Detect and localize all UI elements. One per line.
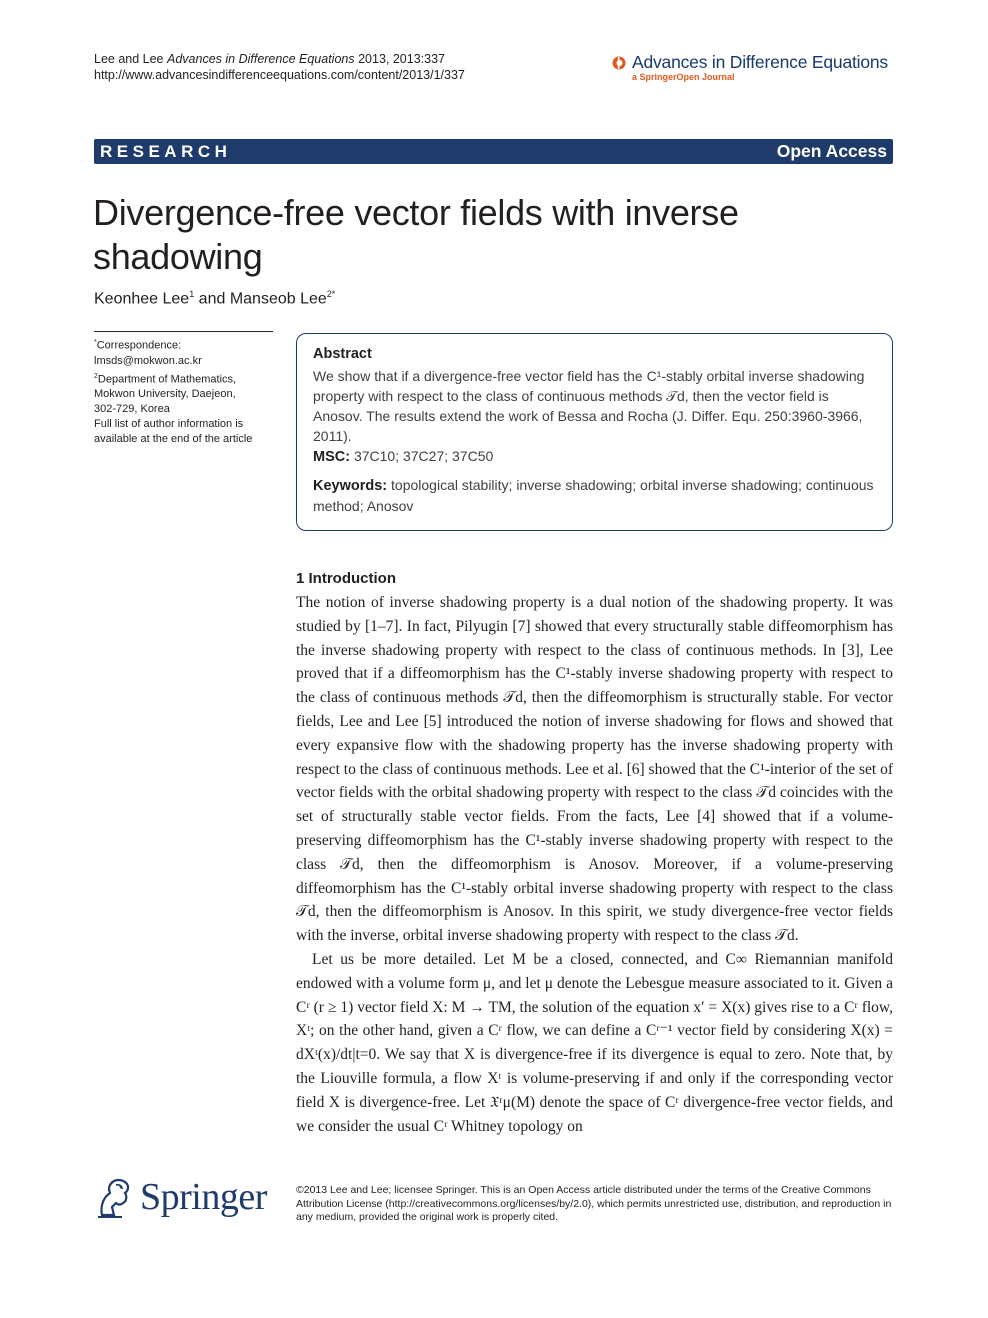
article-type: RESEARCH	[100, 141, 232, 161]
springer-wordmark: Springer	[140, 1176, 267, 1218]
springeropen-logo-icon	[612, 56, 626, 70]
article-title: Divergence-free vector fields with inverse shadowing	[93, 192, 739, 277]
abstract-box	[296, 333, 893, 531]
correspondence-email[interactable]: lmsds@mokwon.ac.kr	[94, 354, 202, 367]
journal-logo-title: Advances in Difference Equations	[632, 52, 888, 72]
citation-line: Lee and Lee Advances in Difference Equations 2013, 2013:337	[94, 52, 445, 66]
msc-line: MSC: 37C10; 37C27; 37C50	[313, 448, 494, 465]
body-paragraph: Let us be more detailed. Let M be a closed, connected, and C∞ Riemannian manifold endowed with a volume form μ, and let μ denote the Lebesgue measure associated to it. Given a Cʳ (r ≥ 1) vector field X: M → TM, the solution of the equation x′ = X(x) gives rise to a Cʳ flow, Xᵗ; on the other hand, given a Cʳ flow, we can define a Cʳ⁻¹ vector field by considering X(x) = dXᵗ(x)/dt|t=0. We say that X is divergence-free if its divergence is equal to zero. Note that, by the Liouville formula, a flow Xᵗ is volume-preserving if and only if the corresponding vector field X is divergence-free. Let 𝔛ʳμ(M) denote the space of Cʳ divergence-free vector fields, and we consider the usual Cʳ Whitney topology on	[296, 950, 893, 1135]
section-heading: 1 Introduction	[296, 570, 396, 587]
author-name: Manseob Lee	[229, 290, 327, 308]
correspondence-block: *Correspondence: lmsds@mokwon.ac.kr $^2$Department of Mathematics, Mokwon University, Daejeon, 302-729, Korea Full list of author information is available at the end of the article	[94, 331, 273, 447]
springer-logo	[94, 1175, 267, 1219]
keywords-line: Keywords: topological stability; inverse shadowing; orbital inverse shadowing; continuous method; Anosov	[313, 477, 874, 514]
license-text: ©2013 Lee and Lee; licensee Springer. This is an Open Access article distributed under the terms of the Creative Commons Attribution License (http://creativecommons.org/licenses/by/2.0), which permits unrestricted use, distribution, and reproduction in any medium, provided the original work is properly cited.	[296, 1184, 892, 1223]
citation-header	[94, 51, 465, 83]
article-type-band	[94, 139, 893, 164]
body-paragraph: The notion of inverse shadowing property is a dual notion of the shadowing property. It was studied by [1–7]. In fact, Pilyugin [7] showed that every structurally stable diffeomorphism has the inverse shadowing property with respect to the class of continuous methods. In [3], Lee proved that if a diffeomorphism has the C¹-stably inverse shadowing property with respect to the class of continuous methods 𝒯d, then the diffeomorphism is structurally stable. For vector fields, Lee and Lee [5] introduced the notion of inverse shadowing for flows and showed that every expansive flow with the shadowing property has the inverse shadowing property with respect to the class of continuous methods. Lee et al. [6] showed that the C¹-interior of the set of vector fields with the orbital shadowing property with respect to the class 𝒯d coincides with the set of structurally stable vector fields. From the facts, Lee [4] showed that if a volume-preserving diffeomorphism has the C¹-stably inverse shadowing property with respect to the class 𝒯d, then the diffeomorphism is Anosov. Moreover, if a volume-preserving diffeomorphism has the C¹-stably orbital inverse shadowing property with respect to the class 𝒯d, then the diffeomorphism is Anosov. In this spirit, we study divergence-free vector fields with the inverse, orbital inverse shadowing property with respect to the class 𝒯d.	[296, 594, 893, 945]
abstract-heading: Abstract	[313, 346, 372, 362]
article-body	[296, 570, 893, 1138]
open-access-label: Open Access	[776, 141, 887, 161]
author-list: Keonhee Lee$^1$ and Manseob Lee$^{2*}$	[94, 289, 336, 308]
springer-horse-icon	[94, 1175, 134, 1219]
article-url[interactable]: http://www.advancesindifferenceequations.com/content/2013/1/337	[94, 68, 465, 82]
author-name: Keonhee Lee	[94, 290, 190, 308]
abstract-text: We show that if a divergence-free vector field has the C¹-stably orbital inverse shadowing property with respect to the class of continuous methods 𝒯d, then the vector field is Anosov. The results extend the work of Bessa and Rocha (J. Differ. Equ. 250:3960-3966, 2011).	[313, 368, 865, 444]
journal-logo-subtitle: a SpringerOpen Journal	[632, 72, 735, 82]
journal-logo	[612, 52, 902, 82]
